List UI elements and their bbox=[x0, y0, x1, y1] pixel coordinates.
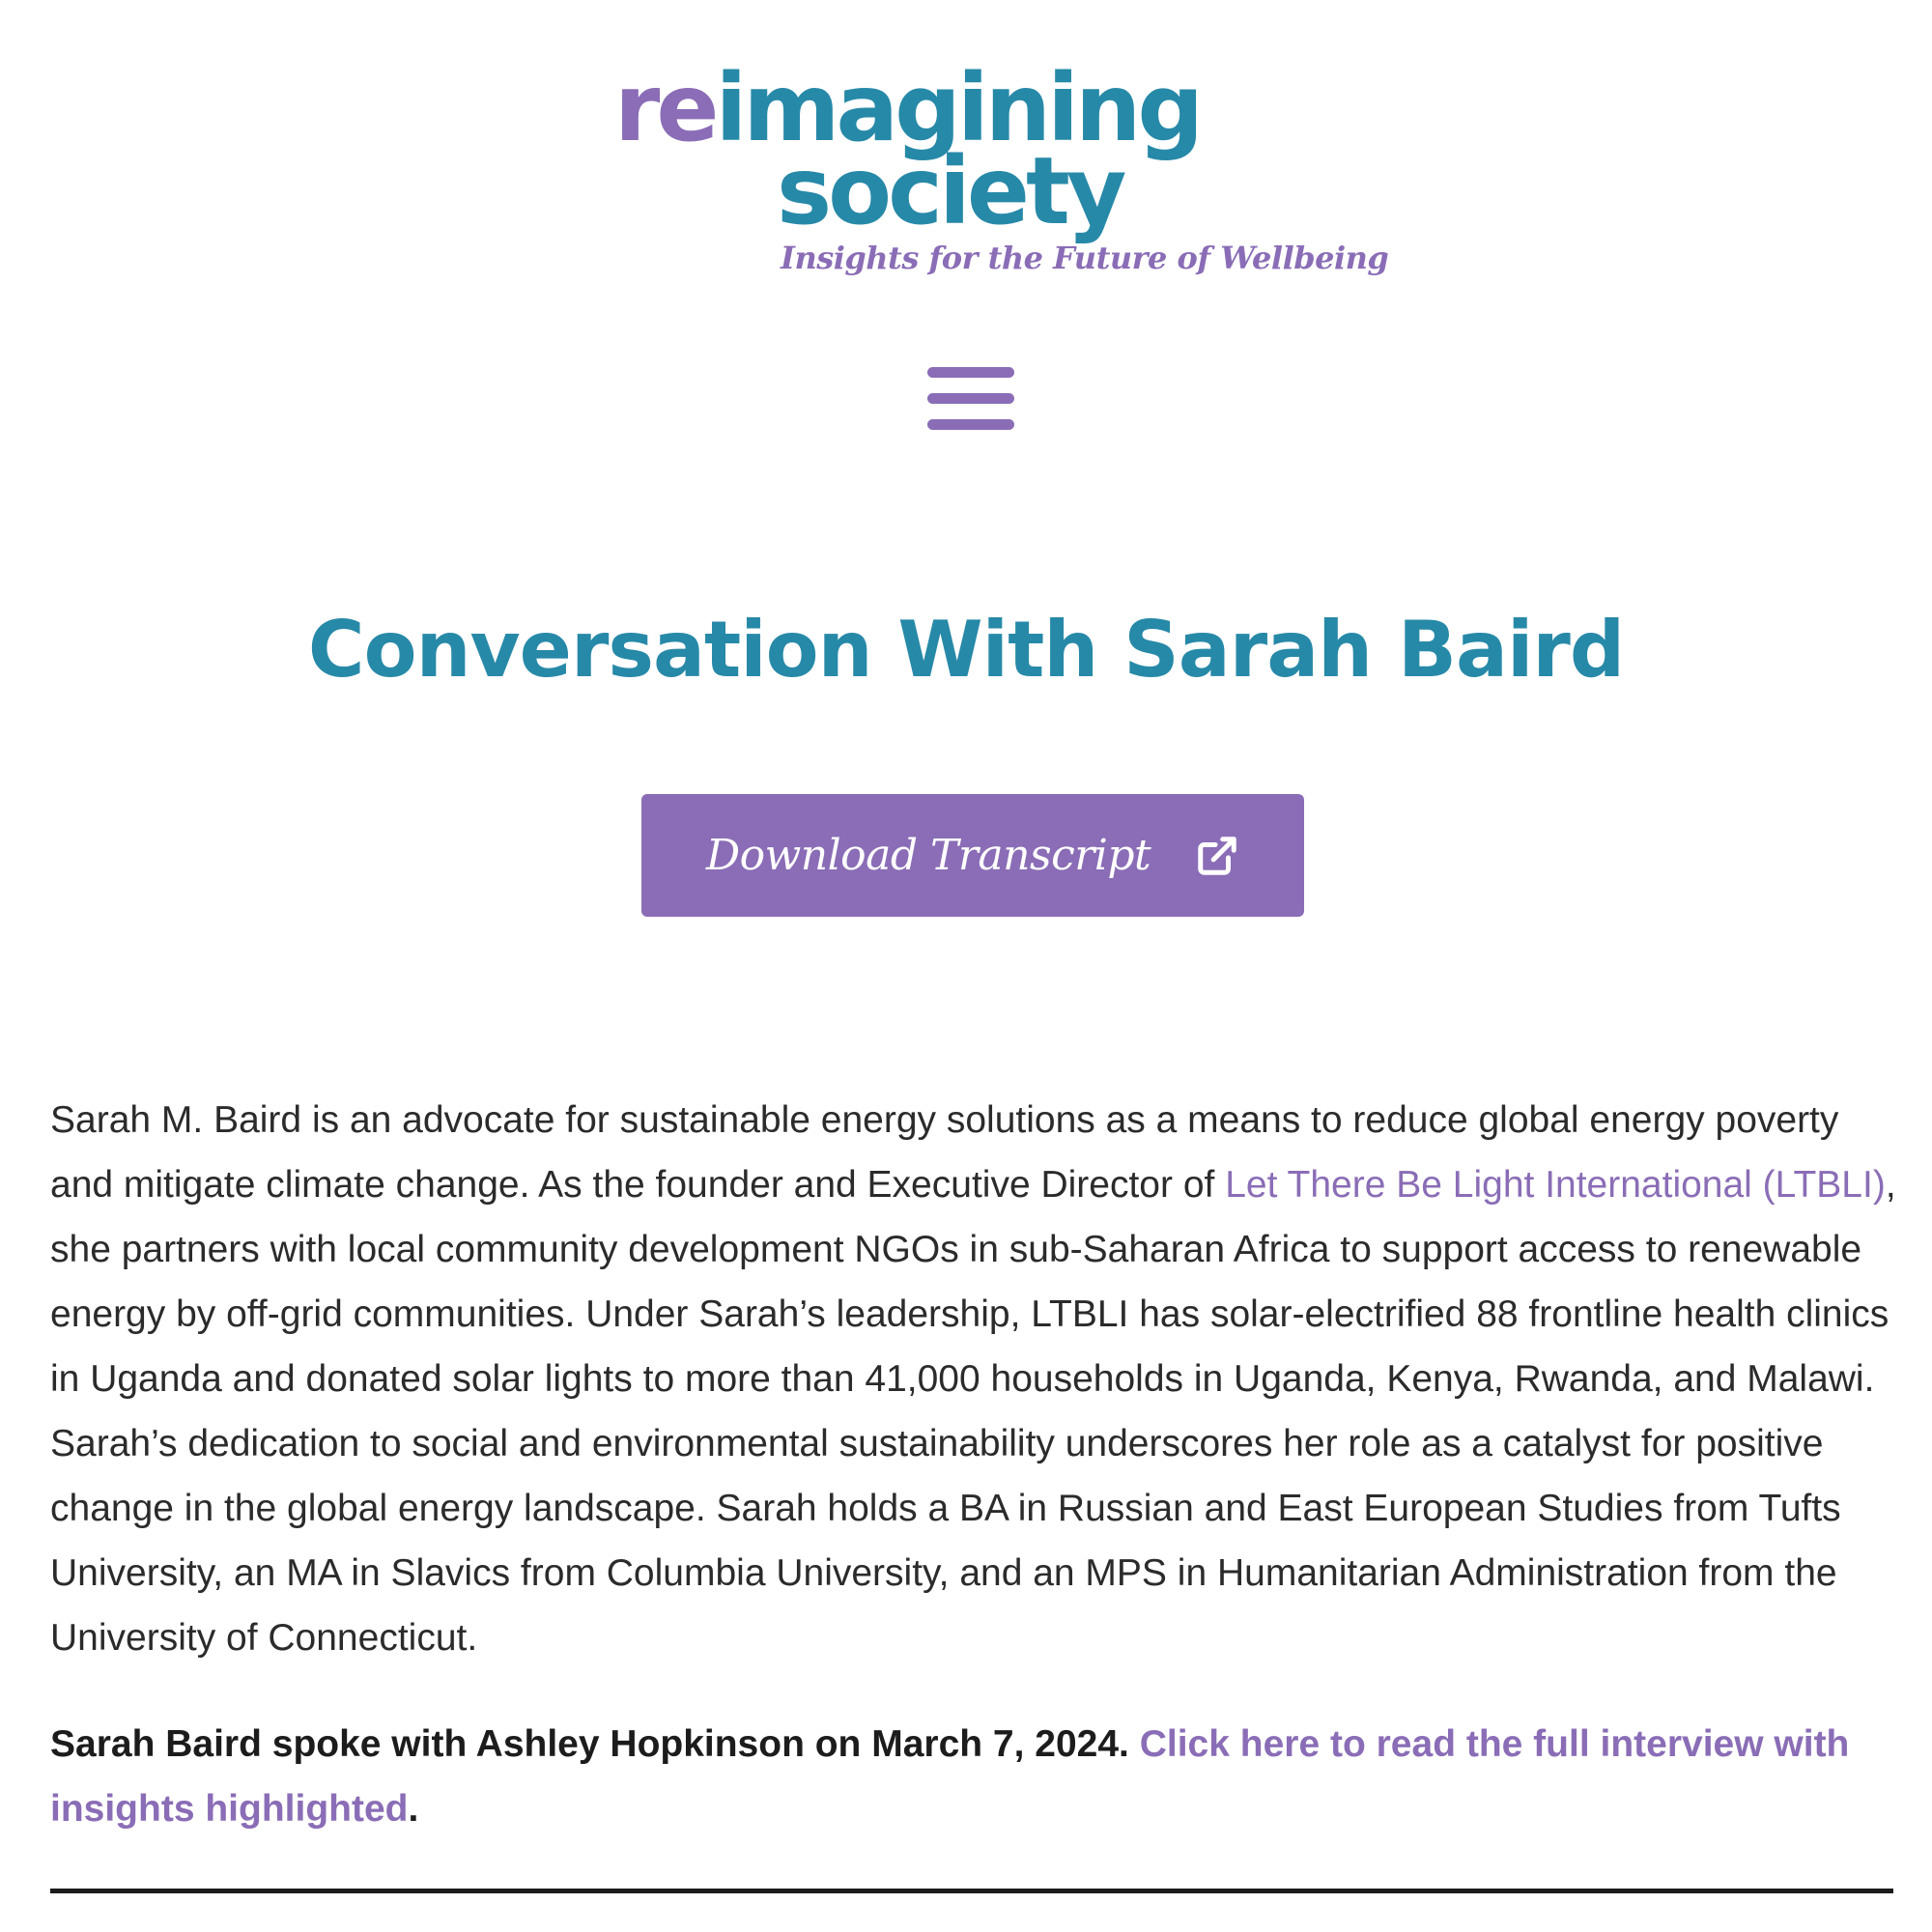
interview-text: Sarah Baird spoke with Ashley Hopkinson on March 7, 2024. bbox=[50, 1723, 1140, 1765]
interview-paragraph bbox=[50, 1712, 1905, 1841]
logo-imagining: imagining bbox=[715, 54, 1201, 162]
ltbli-link[interactable]: Let There Be Light International (LTBLI) bbox=[1225, 1164, 1886, 1206]
page-title: Conversation With Sarah Baird bbox=[307, 605, 1625, 695]
menu-bar-middle bbox=[927, 393, 1014, 404]
logo-re: re bbox=[614, 54, 716, 162]
download-transcript-label: Download Transcript bbox=[705, 831, 1151, 880]
bio-paragraph bbox=[50, 1088, 1905, 1670]
site-logo[interactable] bbox=[614, 54, 1389, 294]
menu-bar-top bbox=[927, 367, 1014, 378]
full-interview-link[interactable]: Click here to read the full interview with insights highlighted bbox=[50, 1723, 1850, 1830]
interview-suffix: . bbox=[408, 1788, 419, 1830]
section-divider bbox=[50, 1889, 1893, 1893]
bio-text-part2: , she partners with local community development NGOs in sub-Saharan Africa to support access to renewable energy by off-grid communities. Under Sarah’s leadership, LTBLI has solar-electrified 88 frontline health clinics in Uganda and donated solar lights to more than 41,000 households in Uganda, Kenya, Rwanda, and Malawi. Sarah’s dedication to social and environmental sustainability underscores her role as a catalyst for positive change in the global energy landscape. Sarah holds a BA in Russian and East European Studies from Tufts University, an MA in Slavics from Columbia University, and an MPS in Humanitarian Administration from the University of Connecticut. bbox=[50, 1164, 1896, 1659]
external-link-icon bbox=[1195, 834, 1239, 878]
bio-text-part1: Sarah M. Baird is an advocate for sustainable energy solutions as a means to reduce global energy poverty and mitigate climate change. As the founder and Executive Director of bbox=[50, 1099, 1839, 1206]
download-transcript-button[interactable] bbox=[641, 794, 1304, 917]
logo-wordmark-line2: society bbox=[777, 137, 1123, 245]
hamburger-menu-icon[interactable] bbox=[927, 367, 1014, 431]
logo-tagline: Insights for the Future of Wellbeing bbox=[781, 240, 1389, 276]
menu-bar-bottom bbox=[927, 419, 1014, 430]
